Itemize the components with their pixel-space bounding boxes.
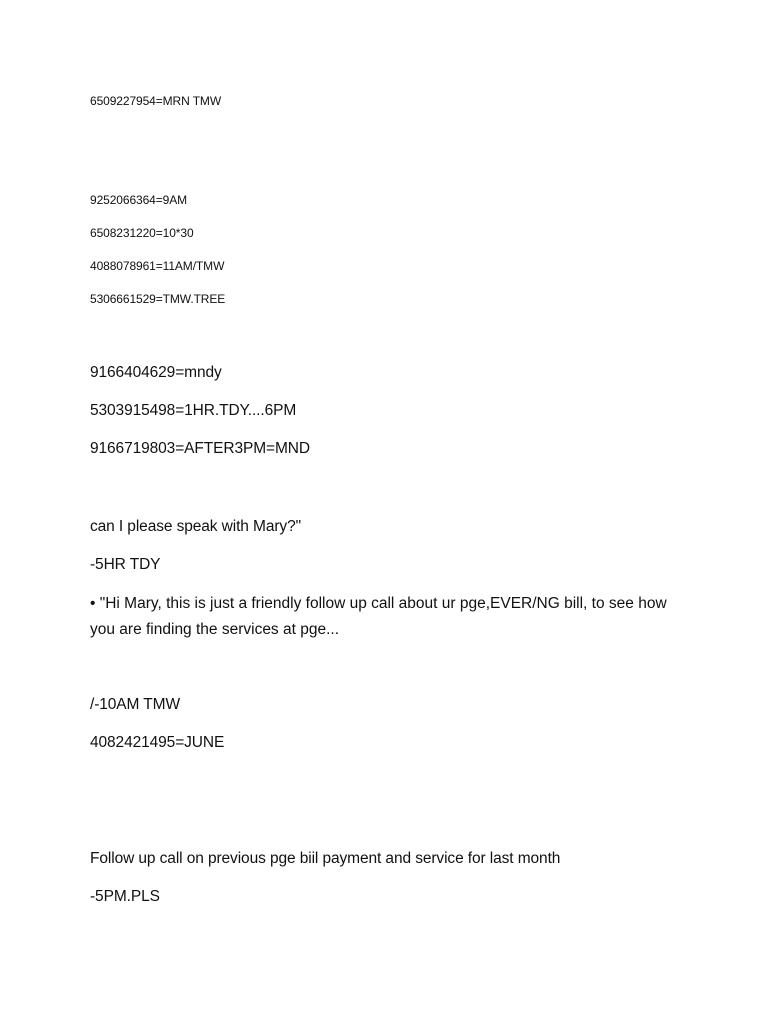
call-script-bullet: • "Hi Mary, this is just a friendly follow up call about ur pge,EVER/NG bill, to see how you are finding the services at pge... — [90, 595, 667, 638]
phone-note-line: 5306661529=TMW.TREE — [90, 292, 226, 306]
followup-note: /-10AM TMW — [90, 696, 180, 713]
call-script-opening: can I please speak with Mary?" — [90, 518, 301, 535]
phone-note-line: 4082421495=JUNE — [90, 734, 225, 751]
phone-note-line: 9252066364=9AM — [90, 193, 188, 207]
phone-note-line: 9166404629=mndy — [90, 364, 222, 381]
followup-call-note: Follow up call on previous pge biil payment and service for last month — [90, 850, 561, 867]
phone-note-line: 4088078961=11AM/TMW — [90, 259, 225, 273]
call-time-note: -5HR TDY — [90, 556, 161, 573]
phone-note-line: 9166719803=AFTER3PM=MND — [90, 440, 310, 457]
phone-note-line: 6508231220=10*30 — [90, 226, 194, 240]
phone-note-line: 5303915498=1HR.TDY....6PM — [90, 402, 297, 419]
followup-time-note: -5PM.PLS — [90, 888, 160, 905]
phone-note-line: 6509227954=MRN TMW — [90, 94, 222, 108]
